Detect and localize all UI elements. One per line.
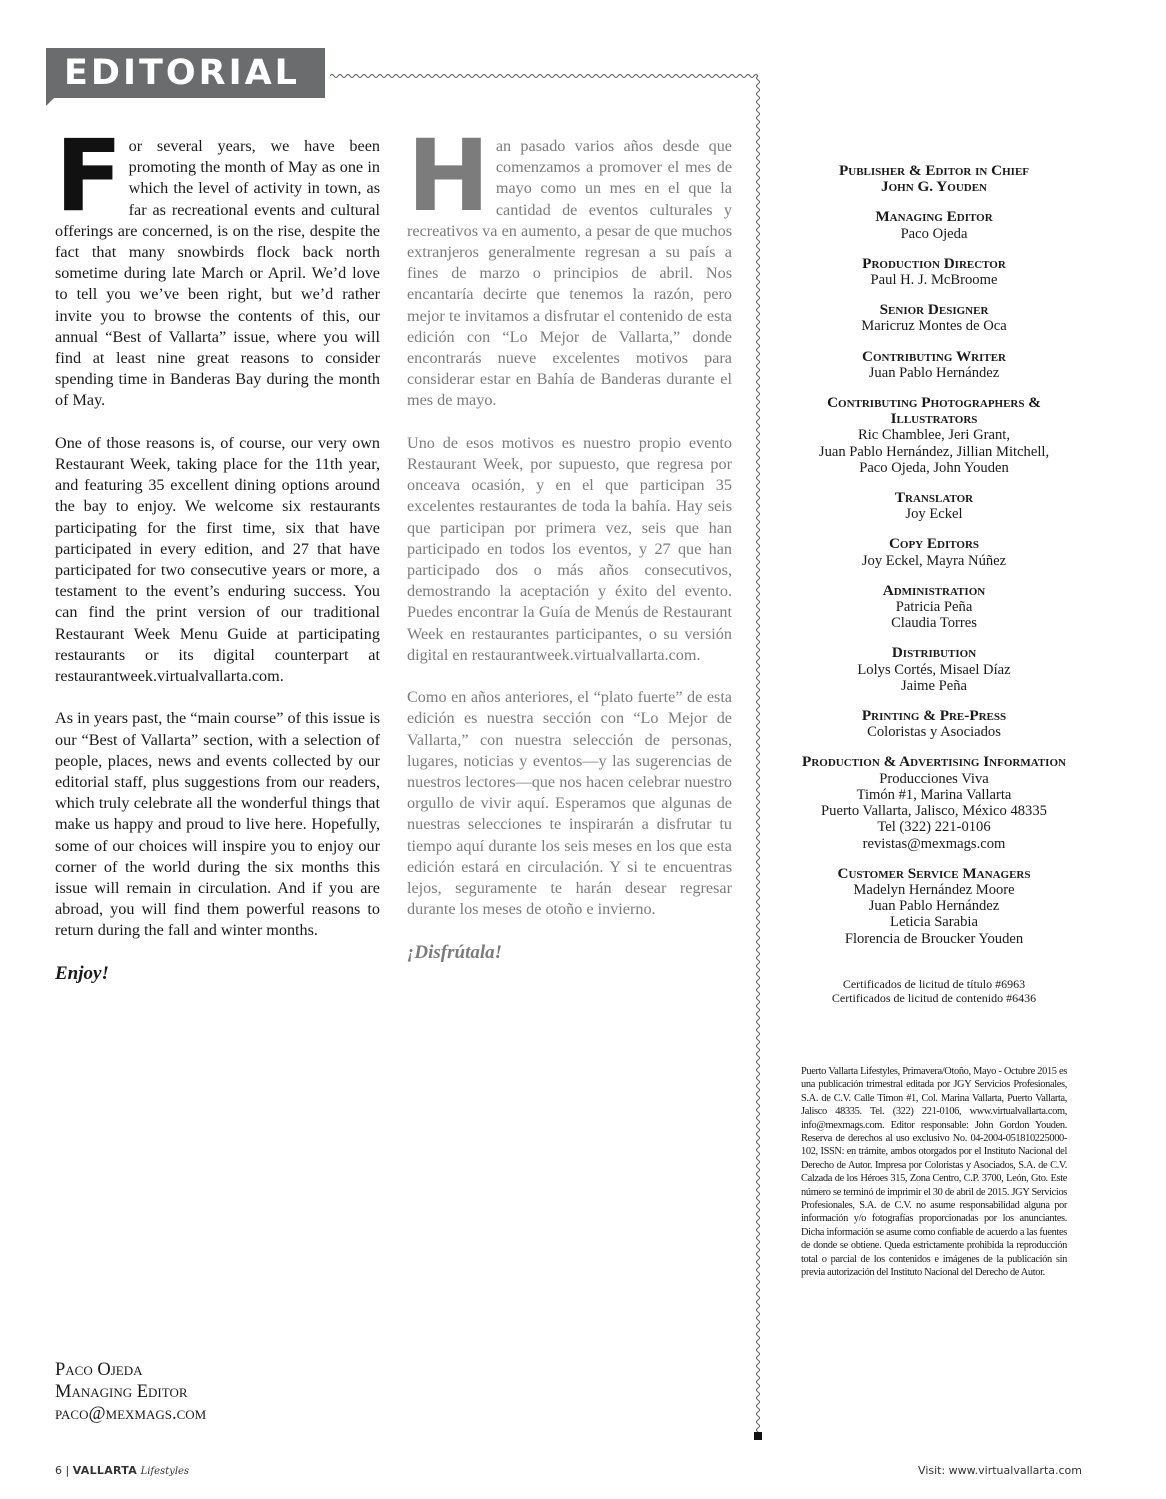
english-paragraph-2: One of those reasons is, of course, our very own Restaurant Week, taking place for the 11th year, and featuring 35 excellent dining options around the bay to enjoy. We welcome six restaurants participating for the first time, six that have participated in every edition, and 27 that have participated for two consecutive years or more, a testament to the event’s enduring success. You can find the print version of our traditional Restaurant Week Menu Guide at participating restaurants or its digital counterpart at restaurantweek.virtualvallarta.com. xyxy=(55,433,380,686)
masthead-name: Leticia Sarabia xyxy=(890,914,978,931)
spanish-paragraph-1: Han pasado varios años desde que comenzamos a promover el mes de mayo como un mes en el que la cantidad de eventos culturales y recreativos va en aumento, a pesar de que muchos extranjeros generalmente regresan a su país a fines de marzo o principios de abril. Nos encantaría decirte que tenemos la razón, pero mejor te invitamos a disfrutar el contenido de esta edición con “Lo Mejor de Vallarta,” donde encontrarás nueve excelentes motivos para considerar estar en Bahía de Banderas durante el mes de mayo. xyxy=(407,119,732,410)
spanish-signoff: ¡Disfrútala! xyxy=(407,941,503,963)
masthead-name: Puerto Vallarta, Jalisco, México 48335 xyxy=(821,803,1047,820)
masthead-heading: Publisher & Editor in Chief xyxy=(838,162,1030,179)
english-column xyxy=(55,119,380,1005)
spanish-paragraph-2: Uno de esos motivos es nuestro propio evento Restaurant Week, por supuesto, que regresa por onceava ocasión, y en el que participan 35 excelentes restaurantes de toda la bahía. Hay seis que participan por primera vez, seis que han participado en todos los eventos, y 27 que han participado dos o más años consecutivos, demostrando la aceptación y éxito del evento. Puedes encontrar la Guía de Menús de Restaurant Week en restaurantes participantes, o su versión digital en restaurantweek.virtualvallarta.com. xyxy=(407,433,732,664)
masthead-name: Tel (322) 221-0106 xyxy=(877,819,991,836)
masthead-group xyxy=(786,163,1082,195)
masthead-heading: Administration xyxy=(882,581,986,599)
english-paragraph-1: For several years, we have been promoting the month of May as one in which the level of activity in town, as far as recreational events and cultural offerings are concerned, is on the rise, despite the fact that many snowbirds flock back north sometime during late March or April. We’d love to tell you we’ve been right, but we’d rather invite you to browse the contents of this, our annual “Best of Vallarta” issue, where you will find at least nine great reasons to consider spending time in Banderas Bay during the month of May. xyxy=(55,119,380,410)
footer-brand: VALLARTA xyxy=(72,1464,138,1477)
masthead-group xyxy=(786,256,1082,288)
masthead-heading: Translator xyxy=(894,489,974,507)
masthead-heading: Managing Editor xyxy=(875,208,993,226)
page-number: 6 xyxy=(55,1464,62,1477)
signature-name: Paco Ojeda xyxy=(55,1360,143,1380)
masthead-heading: Contributing Photographers & Illustrators xyxy=(827,394,1041,428)
masthead-group xyxy=(786,866,1082,947)
masthead-name: Jaime Peña xyxy=(900,677,968,694)
masthead-group xyxy=(786,645,1082,694)
signature-title: Managing Editor xyxy=(55,1382,188,1402)
masthead-heading: Production Director xyxy=(862,254,1006,272)
certificate-line: Certificados de licitud de título #6963 xyxy=(842,976,1026,991)
masthead-name: Madelyn Hernández Moore xyxy=(853,881,1015,898)
english-dropcap: F xyxy=(55,119,123,234)
signature-block xyxy=(55,1359,206,1425)
masthead-name: John G. Youden xyxy=(881,178,987,196)
footer-folio xyxy=(55,1464,189,1477)
masthead-heading: Production & Advertising Information xyxy=(802,753,1066,771)
rule-end-square-icon xyxy=(754,1432,762,1440)
masthead-group xyxy=(786,708,1082,740)
english-paragraph-3: As in years past, the “main course” of this issue is our “Best of Vallarta” section, with a selection of people, places, news and events collected by our editorial staff, plus suggestions from our readers, which truly celebrate all the wonderful things that make us happy and proud to live here. Hopefully, some of our choices will inspire you to enjoy our corner of the world during the six months this issue will remain in circulation. And if you are abroad, you will find them powerful reasons to return during the fall and winter months. xyxy=(55,709,380,940)
masthead-group xyxy=(786,583,1082,632)
masthead-heading: Customer Service Managers xyxy=(837,864,1031,882)
masthead-name: Joy Eckel, Mayra Núñez xyxy=(861,552,1007,569)
spanish-column xyxy=(407,119,732,984)
masthead-name: Coloristas y Asociados xyxy=(867,724,1001,741)
masthead-group xyxy=(786,209,1082,241)
masthead-group xyxy=(786,490,1082,522)
masthead-name: Maricruz Montes de Oca xyxy=(861,318,1007,335)
masthead-name: revistas@mexmags.com xyxy=(862,835,1006,852)
masthead-name: Juan Pablo Hernández xyxy=(868,364,1000,381)
masthead-name: Juan Pablo Hernández, Jillian Mitchell, xyxy=(818,443,1050,460)
masthead-group xyxy=(786,395,1082,476)
english-signoff: Enjoy! xyxy=(55,962,109,984)
footer-visit-link[interactable]: Visit: www.virtualvallarta.com xyxy=(918,1464,1082,1477)
spanish-dropcap: H xyxy=(407,119,490,234)
masthead-name: Ric Chamblee, Jeri Grant, xyxy=(858,427,1010,444)
masthead-heading: Printing & Pre-Press xyxy=(861,707,1007,725)
footer-brand-script: Lifestyles xyxy=(140,1466,190,1477)
certificates xyxy=(786,977,1082,1005)
masthead-group xyxy=(786,754,1082,851)
masthead-heading: Distribution xyxy=(891,644,977,662)
signature-email: paco@mexmags.com xyxy=(55,1404,207,1424)
section-title: EDITORIAL xyxy=(46,48,325,98)
masthead-name: Paco Ojeda xyxy=(900,225,968,242)
masthead-name: Florencia de Broucker Youden xyxy=(844,930,1024,947)
masthead-name: Paco Ojeda, John Youden xyxy=(859,459,1009,476)
spanish-paragraph-3: Como en años anteriores, el “plato fuerte” de esta edición es nuestra sección con “Lo Mejor de Vallarta,” con nuestra selección de personas, lugares, noticias y eventos—y las sugerencias de nuestros lectores—que nos hacen celebrar nuestro orgullo de vivir aquí. Esperamos que algunas de nuestras selecciones te inspirarán a disfrutar tu tiempo aquí durante los seis meses en los que esta edición estará en circulación. Y si te encuentras lejos, seguramente te harán desear regresar durante los meses de otoño e invierno. xyxy=(407,688,732,919)
masthead-name: Joy Eckel xyxy=(905,506,963,523)
masthead-name: Lolys Cortés, Misael Díaz xyxy=(857,661,1011,678)
folio-separator: | xyxy=(65,1464,73,1477)
legal-notice xyxy=(801,1065,1067,1280)
masthead-credits xyxy=(786,163,1082,1019)
masthead-name: Juan Pablo Hernández xyxy=(868,898,1000,915)
masthead-group xyxy=(786,536,1082,568)
masthead-heading: Senior Designer xyxy=(879,301,989,319)
masthead-name: Producciones Viva xyxy=(879,770,989,787)
masthead-heading: Copy Editors xyxy=(888,535,980,553)
tab-notch-decoration xyxy=(46,98,54,106)
masthead-name: Timón #1, Marina Vallarta xyxy=(856,786,1012,803)
masthead-name: Paul H. J. McBroome xyxy=(870,272,998,289)
masthead-group xyxy=(786,349,1082,381)
legal-text: Puerto Vallarta Lifestyles, Primavera/Otoño, Mayo - Octubre 2015 es una publicación trimestral editada por JGY Servicios Profesionales, S.A. de C.V. Calle Timon #1, Col. Marina Vallarta, Puerto Vallarta, Jalisco 48335. Tel. (322) 221-0106, www.virtualvallarta.com, info@mexmags.com. Editor responsable: John Gordon Youden. Reserva de derechos al uso exclusivo No. 04-2004-051810225000-102, ISSN: en trámite, ambos otorgados por el Instituto Nacional del Derecho de Autor. Impresa por Coloristas y Asociados, S.A. de C.V. Calzada de los Héroes 315, Zona Centro, C.P. 3700, León, Gto. Este número se terminó de imprimir el 30 de abril de 2015. JGY Servicios Profesionales, S.A. de C.V. no asume responsabilidad alguna por información y/o fotografías proporcionadas por los anunciantes. Dicha información se asume como confiable de acuerdo a las fuentes de donde se obtiene. Queda estrictamente prohibida la reproducción total o parcial de los contenidos e imágenes de la publicación sin previa autorización del Instituto Nacional del Derecho de Autor. xyxy=(801,1066,1067,1279)
masthead-name: Claudia Torres xyxy=(891,615,977,632)
certificate-line: Certificados de licitud de contenido #6436 xyxy=(831,990,1037,1005)
masthead-heading: Contributing Writer xyxy=(862,347,1006,365)
masthead-name: Patricia Peña xyxy=(895,599,973,616)
masthead-group xyxy=(786,302,1082,334)
